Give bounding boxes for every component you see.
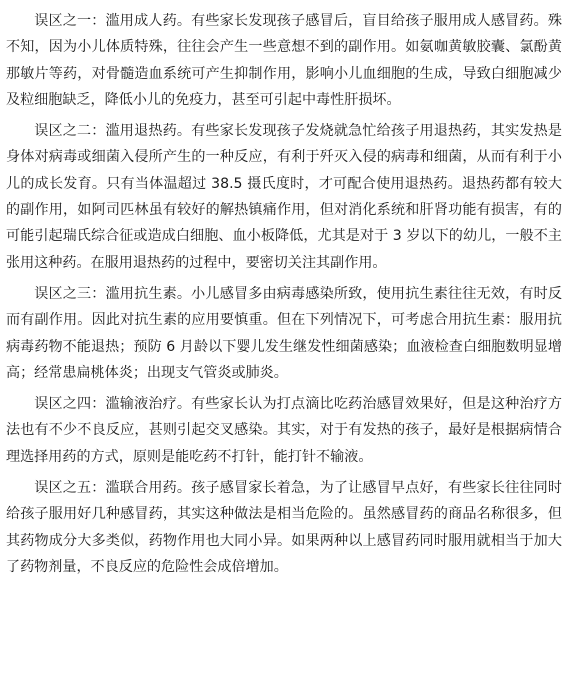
paragraph-myth-5: 误区之五：滥联合用药。孩子感冒家长着急，为了让感冒早点好，有些家长往往同时给孩子服用好几种感冒药，其实这种做法是相当危险的。虽然感冒药的商品名称很多，但其药物成分大多类似，药物作用也大同小异。如果两种以上感冒药同时服用就相当于加大了药物剂量，不良反应的危险性会成倍增加。	[6, 480, 562, 575]
article-body	[6, 8, 562, 585]
paragraph-myth-4: 误区之四：滥输液治疗。有些家长认为打点滴比吃药治感冒效果好，但是这种治疗方法也有不少不良反应，甚则引起交叉感染。其实，对于有发热的孩子，最好是根据病情合理选择用药的方式，原则是能吃药不打针，能打针不输液。	[6, 396, 562, 465]
paragraph-myth-2: 误区之二：滥用退热药。有些家长发现孩子发烧就急忙给孩子用退热药，其实发热是身体对病毒或细菌入侵所产生的一种反应，有利于歼灭入侵的病毒和细菌，从而有利于小儿的成长发育。只有当体温超过 38.5 摄氏度时，才可配合使用退热药。退热药都有较大的副作用，如阿司匹林虽有较好的解热镇痛作用，但对消化系统和肝肾功能有损害，有的可能引起瑞氏综合征或造成白细胞、血小板降低，尤其是对于 3 岁以下的幼儿，一般不主张用这种药。在服用退热药的过程中，要密切关注其副作用。	[6, 123, 562, 271]
paragraph-myth-3: 误区之三：滥用抗生素。小儿感冒多由病毒感染所致，使用抗生素往往无效，有时反而有副作用。因此对抗生素的应用要慎重。但在下列情况下，可考虑合用抗生素：服用抗病毒药物不能退热；预防 6 月龄以下婴儿发生继发性细菌感染；血液检查白细胞数明显增高；经常患扁桃体炎；出现支气管炎或肺炎。	[6, 285, 562, 381]
paragraph-myth-1: 误区之一：滥用成人药。有些家长发现孩子感冒后，盲目给孩子服用成人感冒药。殊不知，因为小儿体质特殊，往往会产生一些意想不到的副作用。如氨咖黄敏胶囊、氯酚黄那敏片等药，对骨髓造血系统可产生抑制作用，影响小儿血细胞的生成，导致白细胞减少及粒细胞缺乏，降低小儿的免疫力，甚至可引起中毒性肝损坏。	[6, 13, 562, 108]
